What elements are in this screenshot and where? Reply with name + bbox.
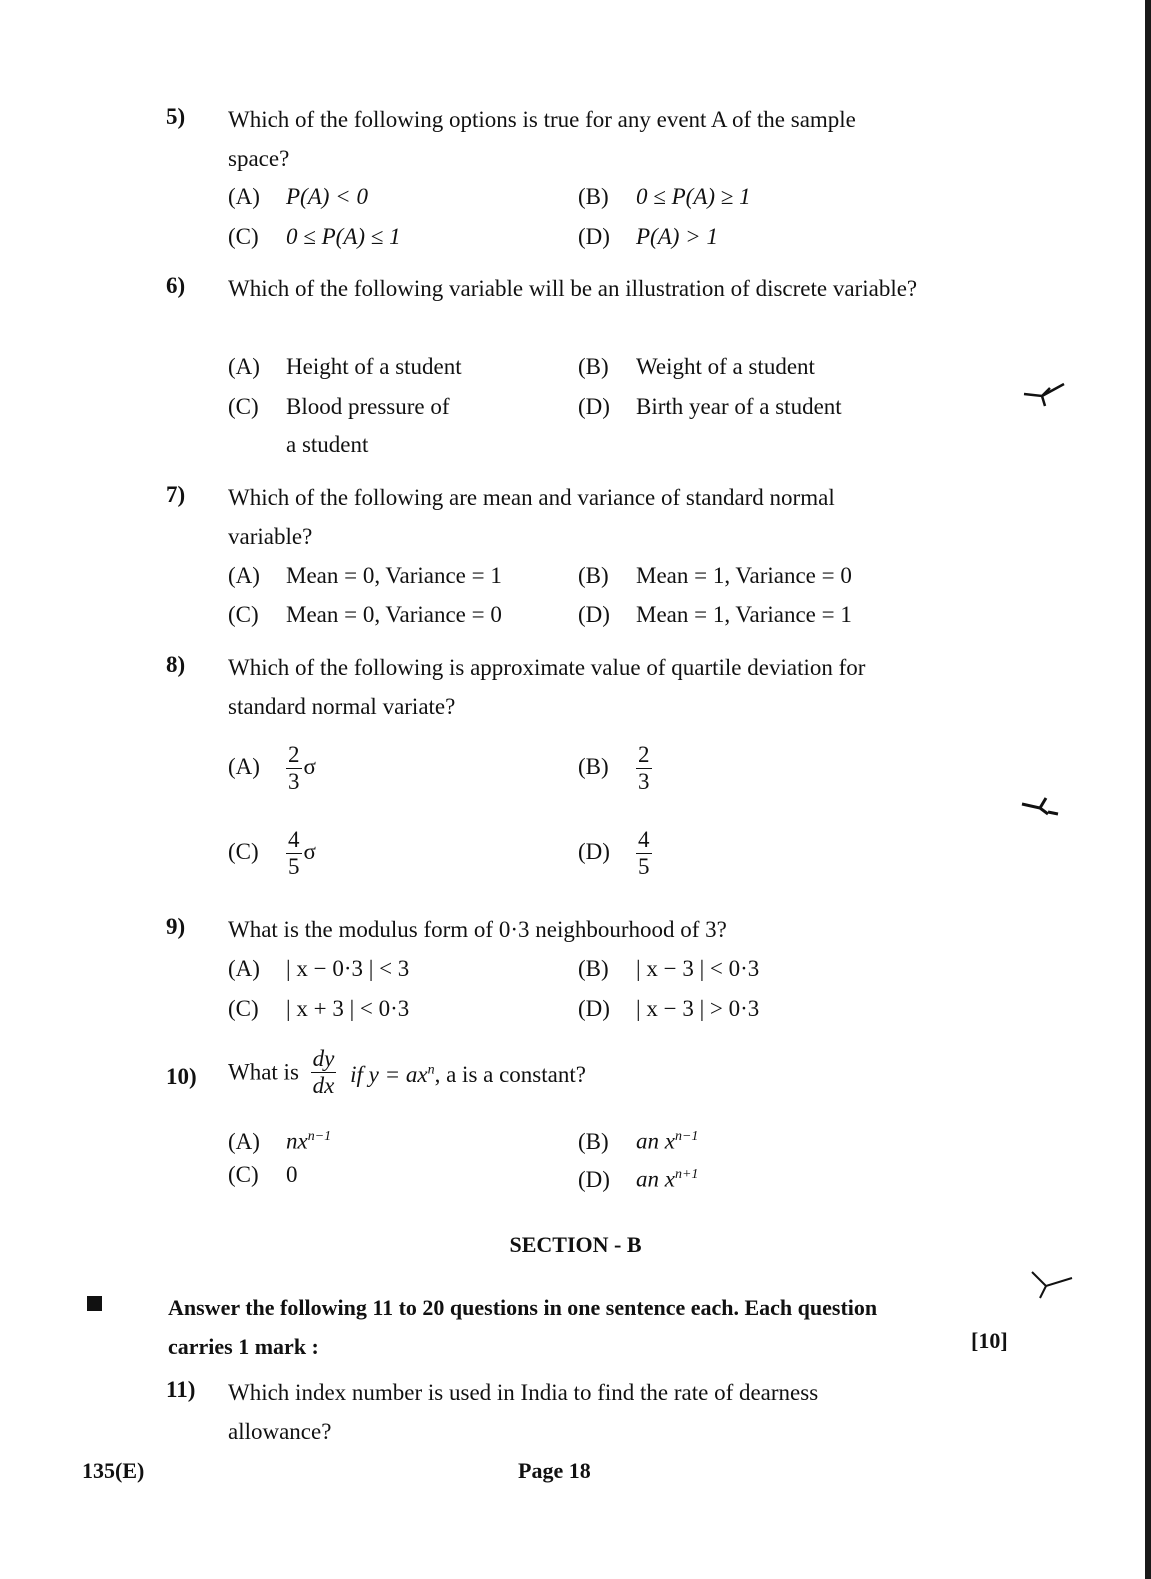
option-d: (D) | x − 3 | > 0·3 [578, 996, 760, 1021]
page-number: Page 18 [518, 1458, 591, 1483]
question-text: Which of the following variable will be an illustration of discrete variable? [228, 276, 918, 301]
square-bullet-icon [87, 1296, 102, 1311]
section-instruction: Answer the following 11 to 20 questions in one sentence each. Each question carries 1 mark : [168, 1295, 878, 1359]
option-c-continued: a student [286, 432, 369, 457]
option-d: (D) an $x^{n+1}$ [578, 1166, 699, 1192]
option-d: (D) Birth year of a student [578, 394, 842, 419]
option-d: (D) $\frac{4}{5}$ [578, 827, 650, 879]
option-b: (B) an $x^{n-1}$ [578, 1128, 699, 1154]
option-d: (D) Mean = 1, Variance = 1 [578, 602, 852, 627]
pen-mark-icon [1018, 788, 1068, 818]
option-c: (C) | x + 3 | < 0·3 [228, 996, 410, 1021]
question-text: Which of the following are mean and variance of standard normal variable? [228, 485, 835, 549]
question-number: 6) [166, 273, 186, 298]
option-a: (A) P(A) < 0 [228, 184, 368, 209]
option-c: (C) 0 [228, 1162, 298, 1187]
question-text: Which index number is used in India to find the rate of dearness allowance? [228, 1380, 819, 1444]
option-b: (B) Weight of a student [578, 354, 815, 379]
question-text: What is the modulus form of 0·3 neighbourhood of 3? [228, 917, 727, 942]
question-text: Which of the following is approximate value of quartile deviation for standard normal variate? [228, 655, 866, 719]
question-number: 11) [166, 1377, 196, 1402]
option-b: (B) | x − 3 | < 0·3 [578, 956, 760, 981]
option-c: (C) Blood pressure of [228, 394, 450, 419]
scan-edge [1145, 0, 1151, 1579]
option-a: (A) Height of a student [228, 354, 462, 379]
pen-mark-icon [1020, 380, 1070, 410]
paper-code: 135(E) [82, 1458, 145, 1483]
option-a: (A) | x − 0·3 | < 3 [228, 956, 410, 981]
option-c: (C) $\frac{4}{5}$ σ [228, 827, 316, 879]
option-b: (B) Mean = 1, Variance = 0 [578, 563, 852, 588]
option-a: (A) $\frac{2}{3}$ σ [228, 742, 316, 794]
question-number: 8) [166, 652, 186, 677]
option-d: (D) P(A) > 1 [578, 224, 718, 249]
option-a: (A) Mean = 0, Variance = 1 [228, 563, 502, 588]
option-c: (C) 0 ≤ P(A) ≤ 1 [228, 224, 401, 249]
question-number: 7) [166, 482, 186, 507]
question-text: Which of the following options is true for any event A of the sample space? [228, 107, 856, 171]
pen-mark-icon [1028, 1268, 1078, 1302]
question-number: 10) [166, 1064, 197, 1089]
question-number: 5) [166, 104, 186, 129]
section-marks: [10] [971, 1328, 1008, 1353]
option-b: (B) $\frac{2}{3}$ [578, 742, 650, 794]
question-number: 9) [166, 914, 186, 939]
question-text: What is $\frac{dy}{dx}$ if $y = ax^n$, a is a constant? [228, 1046, 586, 1098]
option-a: (A) $nx^{n-1}$ [228, 1128, 332, 1154]
option-b: (B) 0 ≤ P(A) ≥ 1 [578, 184, 751, 209]
section-title: SECTION - B [509, 1232, 642, 1257]
option-c: (C) Mean = 0, Variance = 0 [228, 602, 502, 627]
